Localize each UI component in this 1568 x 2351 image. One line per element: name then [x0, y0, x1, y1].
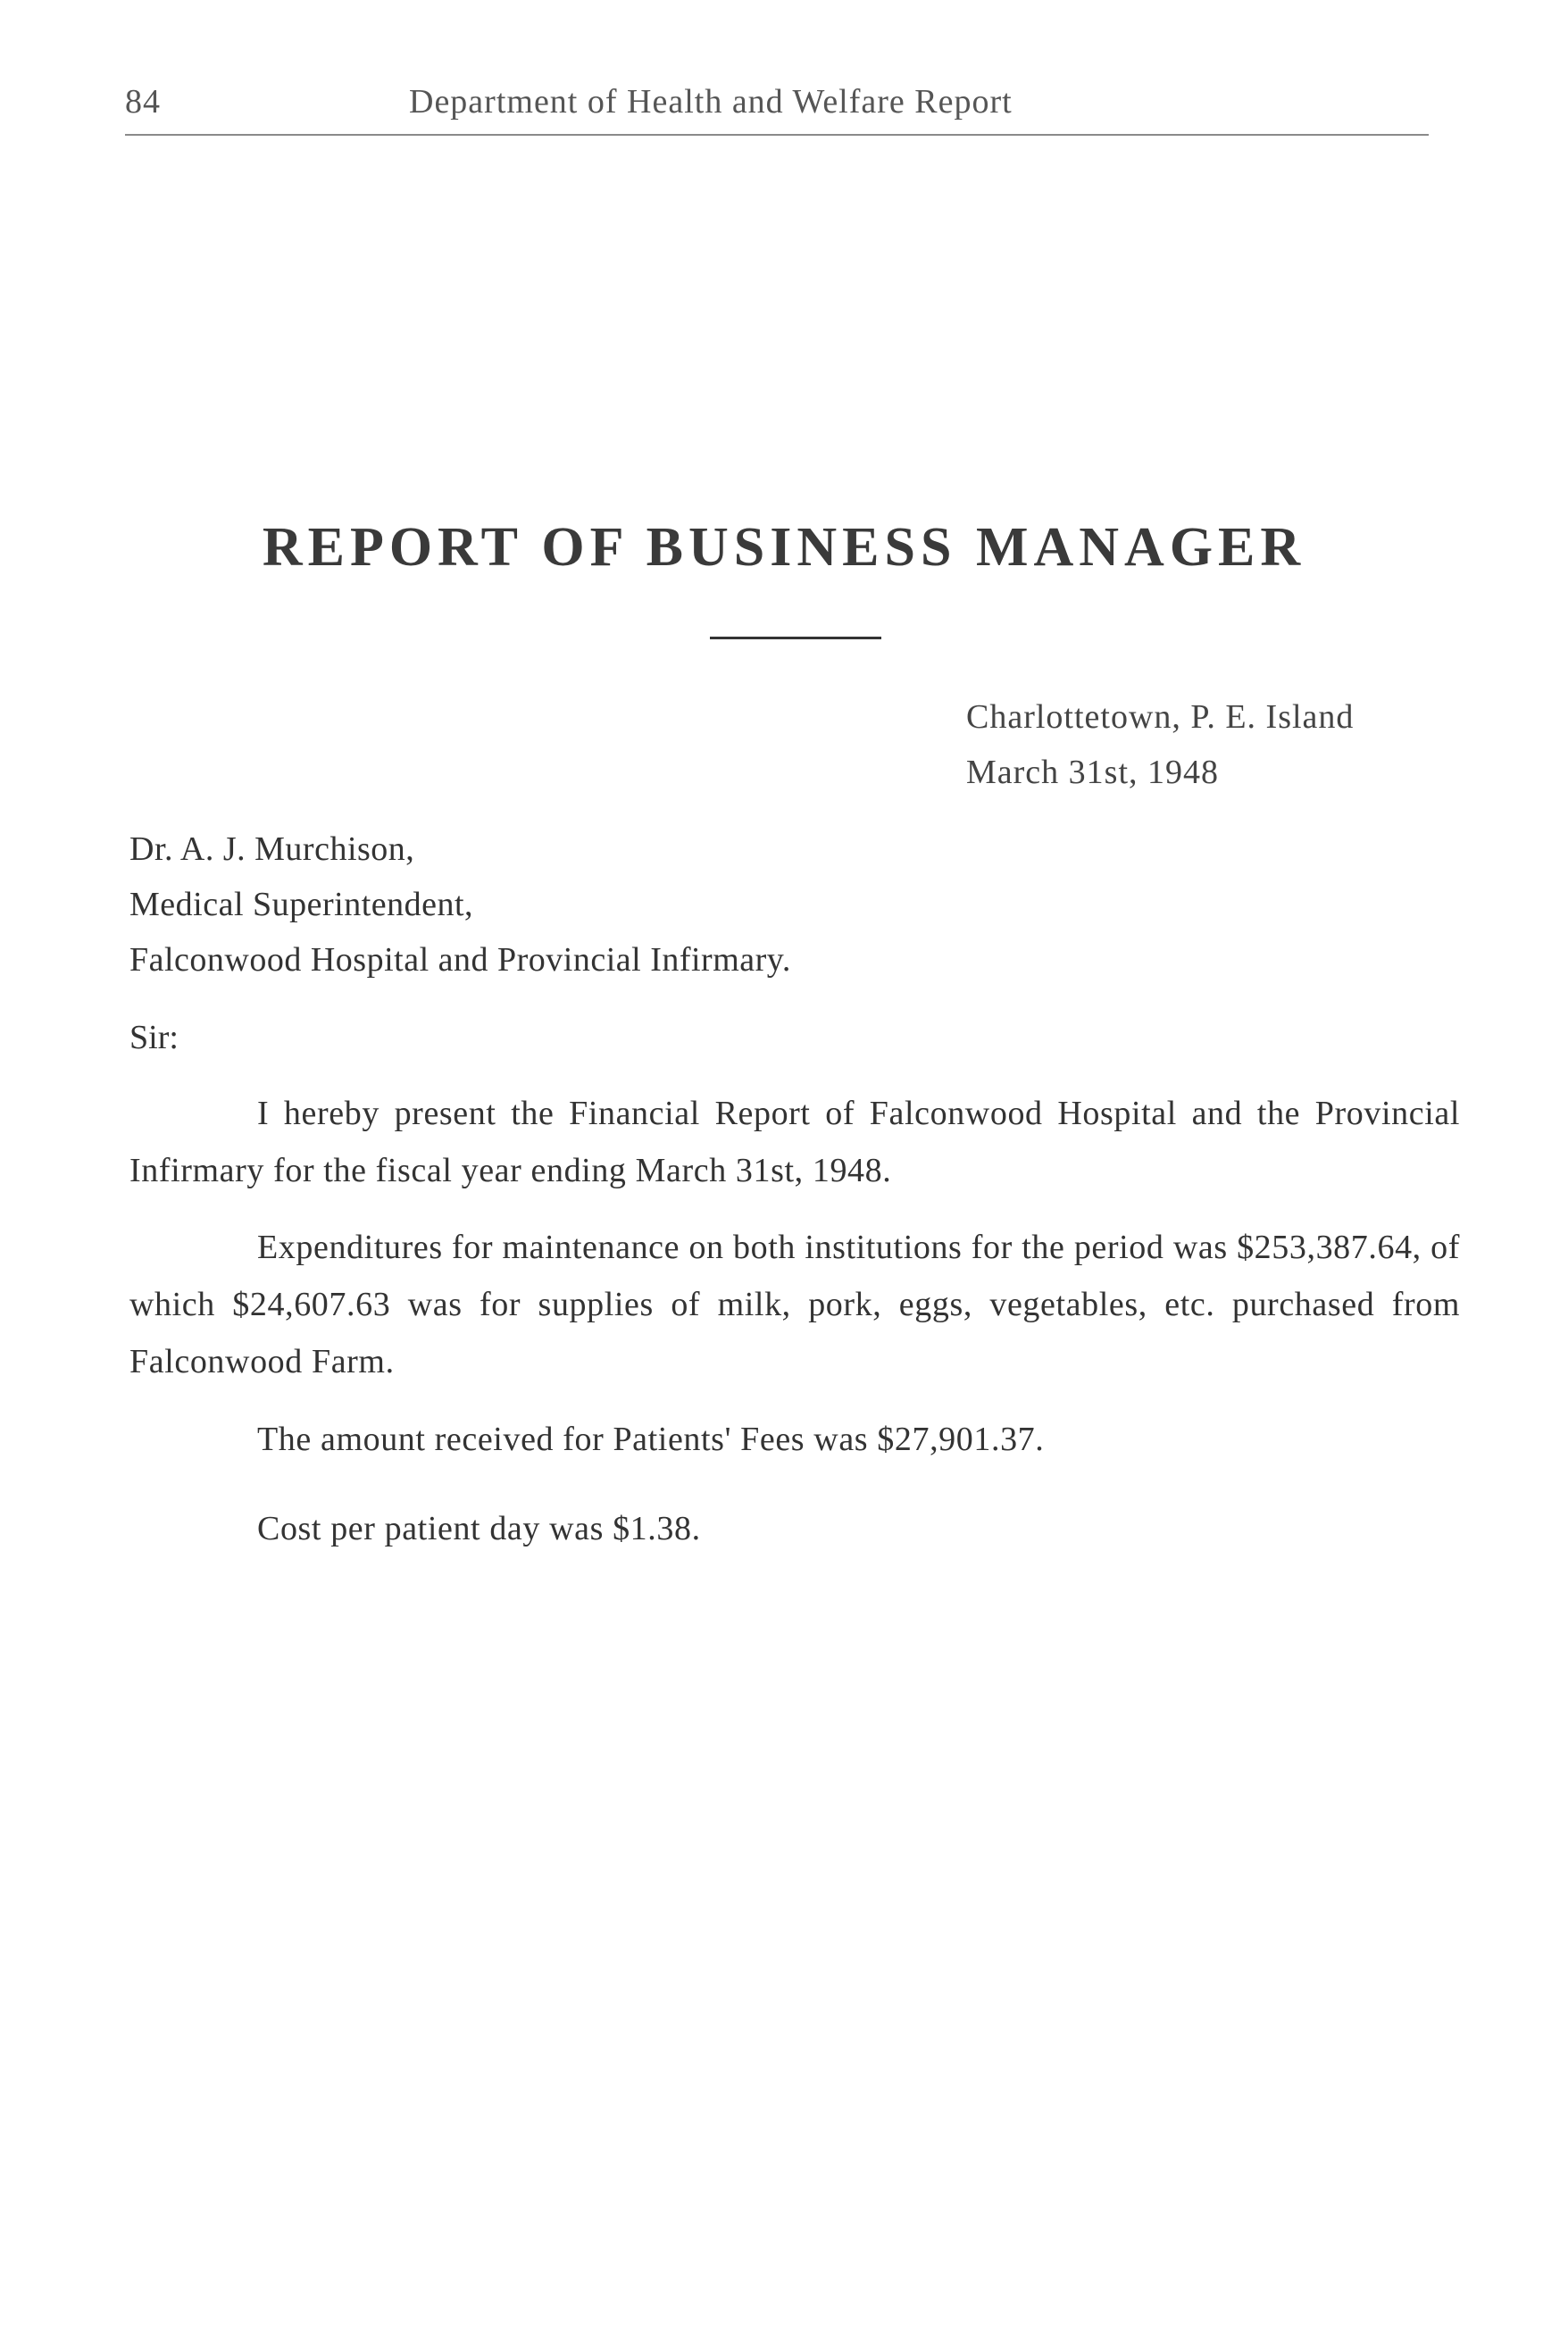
paragraph-text: I hereby present the Financial Report of Falconwood Hospital and the Provincial Infirmary for the fiscal year ending March 31st, 1948.: [129, 1095, 1460, 1189]
title-divider: [710, 637, 881, 639]
dateline-date: March 31st, 1948: [966, 754, 1220, 791]
paragraph-expenditures: [129, 1219, 1460, 1390]
paragraph-patient-fees: The amount received for Patients' Fees was $27,901.37.: [257, 1421, 1045, 1458]
addressee-block: [129, 821, 791, 988]
header-divider: [125, 134, 1429, 136]
dateline-place: Charlottetown, P. E. Island: [966, 698, 1355, 736]
report-title: REPORT OF BUSINESS MANAGER: [262, 517, 1306, 578]
addressee-institution: Falconwood Hospital and Provincial Infirmary.: [129, 941, 791, 979]
running-header: [125, 82, 1429, 127]
paragraph-financial-report: [129, 1085, 1460, 1199]
salutation: Sir:: [129, 1019, 179, 1056]
paragraph-text: Expenditures for maintenance on both institutions for the period was $253,387.64, of which $24,607.63 was for supplies of milk, pork, eggs, vegetables, etc. purchased from Falconwood Farm.: [129, 1229, 1460, 1380]
addressee-name: Dr. A. J. Murchison,: [129, 830, 415, 868]
paragraph-cost-per-day: Cost per patient day was $1.38.: [257, 1510, 701, 1547]
dateline: [966, 689, 1354, 800]
page-number: 84: [125, 83, 161, 121]
addressee-position: Medical Superintendent,: [129, 886, 474, 923]
running-title: Department of Health and Welfare Report: [409, 83, 1013, 121]
